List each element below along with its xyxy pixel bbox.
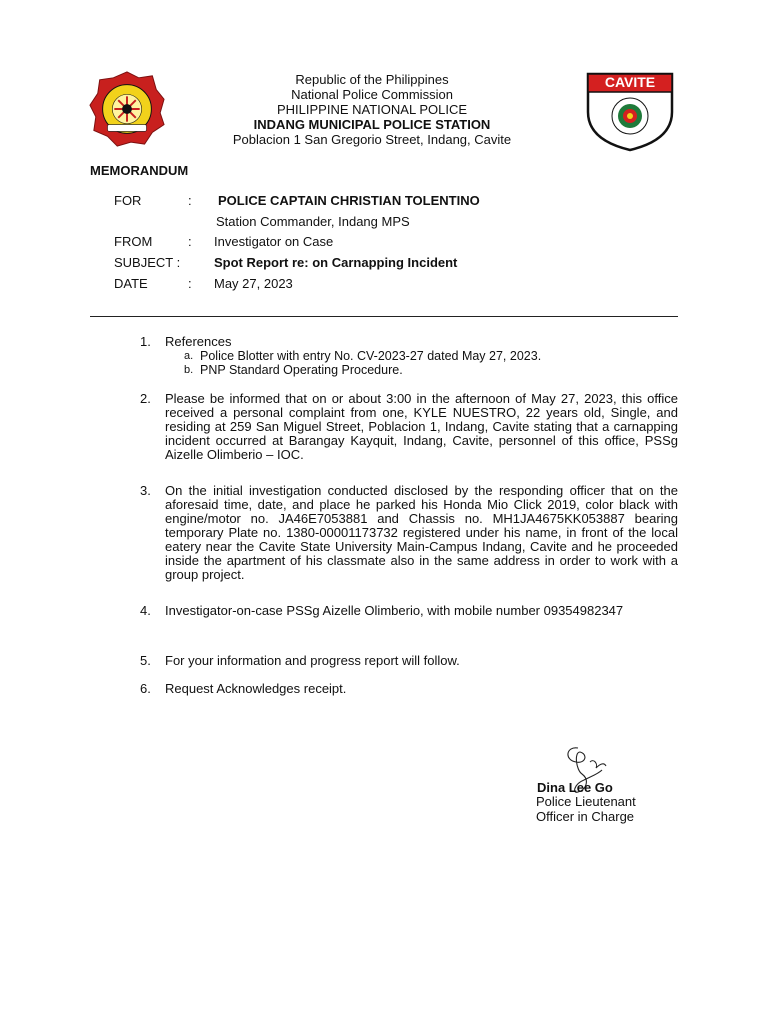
for-value-2: Station Commander, Indang MPS [216,214,410,229]
date-colon: : [188,276,192,291]
item-text: Investigator-on-case PSSg Aizelle Olimberio, with mobile number 09354982347 [165,603,624,618]
letterhead-line-5: Poblacion 1 San Gregorio Street, Indang, Cavite [232,132,512,147]
cavite-banner: CAVITE [604,74,656,90]
signatory-position: Officer in Charge [536,809,635,824]
memo-title: MEMORANDUM [90,163,189,178]
letterhead-line-2: National Police Commission [291,87,453,102]
list-item-2 [140,392,678,478]
reference-text: PNP Standard Operating Procedure. [200,363,403,377]
for-colon: : [188,193,192,208]
item-text: References [165,334,232,349]
signatory-rank: Police Lieutenant [536,794,636,809]
letterhead-line-3: PHILIPPINE NATIONAL POLICE [277,102,467,117]
letterhead [180,72,564,147]
list-item-6 [140,682,678,698]
list-item-4 [140,604,678,634]
from-colon: : [188,234,192,249]
for-label: FOR [114,193,142,208]
item-number: 5. [140,653,151,668]
item-number: 4. [140,603,151,618]
item-number: 2. [140,391,151,406]
letterhead-line-1: Republic of the Philippines [295,72,449,87]
reference-letter: b. [184,364,194,376]
item-number: 6. [140,681,151,696]
date-value: May 27, 2023 [214,276,293,291]
reference-text: Police Blotter with entry No. CV-2023-27 dated May 27, 2023. [200,349,542,363]
divider-line [90,316,678,317]
letterhead-line-4: INDANG MUNICIPAL POLICE STATION [253,117,491,132]
item-text: On the initial investigation conducted disclosed by the responding officer that on the aforesaid time, date, and place he parked his Honda Mio Click 2019, color black with engine/motor no. JA46E7053881 and Chassis no. MH1JA4675KK053887 bearing temporary Plate no. 1380-00001173732 registered under his name, in front of the local eatery near the Cavite State University Main-Campus Indang, Cavite and he proceeded inside the apartment of his classmate also in the same address in order to work with a group project. [165,483,678,582]
for-value: POLICE CAPTAIN CHRISTIAN TOLENTINO [218,193,480,208]
reference-letter: a. [184,350,194,362]
item-text: For your information and progress report will follow. [165,653,460,668]
item-text: Please be informed that on or about 3:00 in the afternoon of May 27, 2023, this office received a personal complaint from one, KYLE NUESTRO, 22 years old, Single, and residing at 259 San Miguel Street, Poblacion 1, Indang, Cavite stating that a carnapping incident occurred at Barangay Kayquit, Indang, Cavite, personnel of this office, PSSg Aizelle Olimberio – IOC. [165,391,678,462]
from-value: Investigator on Case [214,234,334,249]
date-label: DATE [114,276,148,291]
subject-value: Spot Report re: on Carnapping Incident [214,255,458,270]
item-number: 3. [140,483,151,498]
item-number: 1. [140,334,151,349]
pnp-seal-icon [88,70,166,148]
list-item-3 [140,484,678,598]
item-text: Request Acknowledges receipt. [165,681,347,696]
subject-label: SUBJECT : [114,255,181,270]
from-label: FROM [114,234,153,249]
list-item-5 [140,654,678,670]
signatory-name: Dina Lee Go [537,780,613,795]
